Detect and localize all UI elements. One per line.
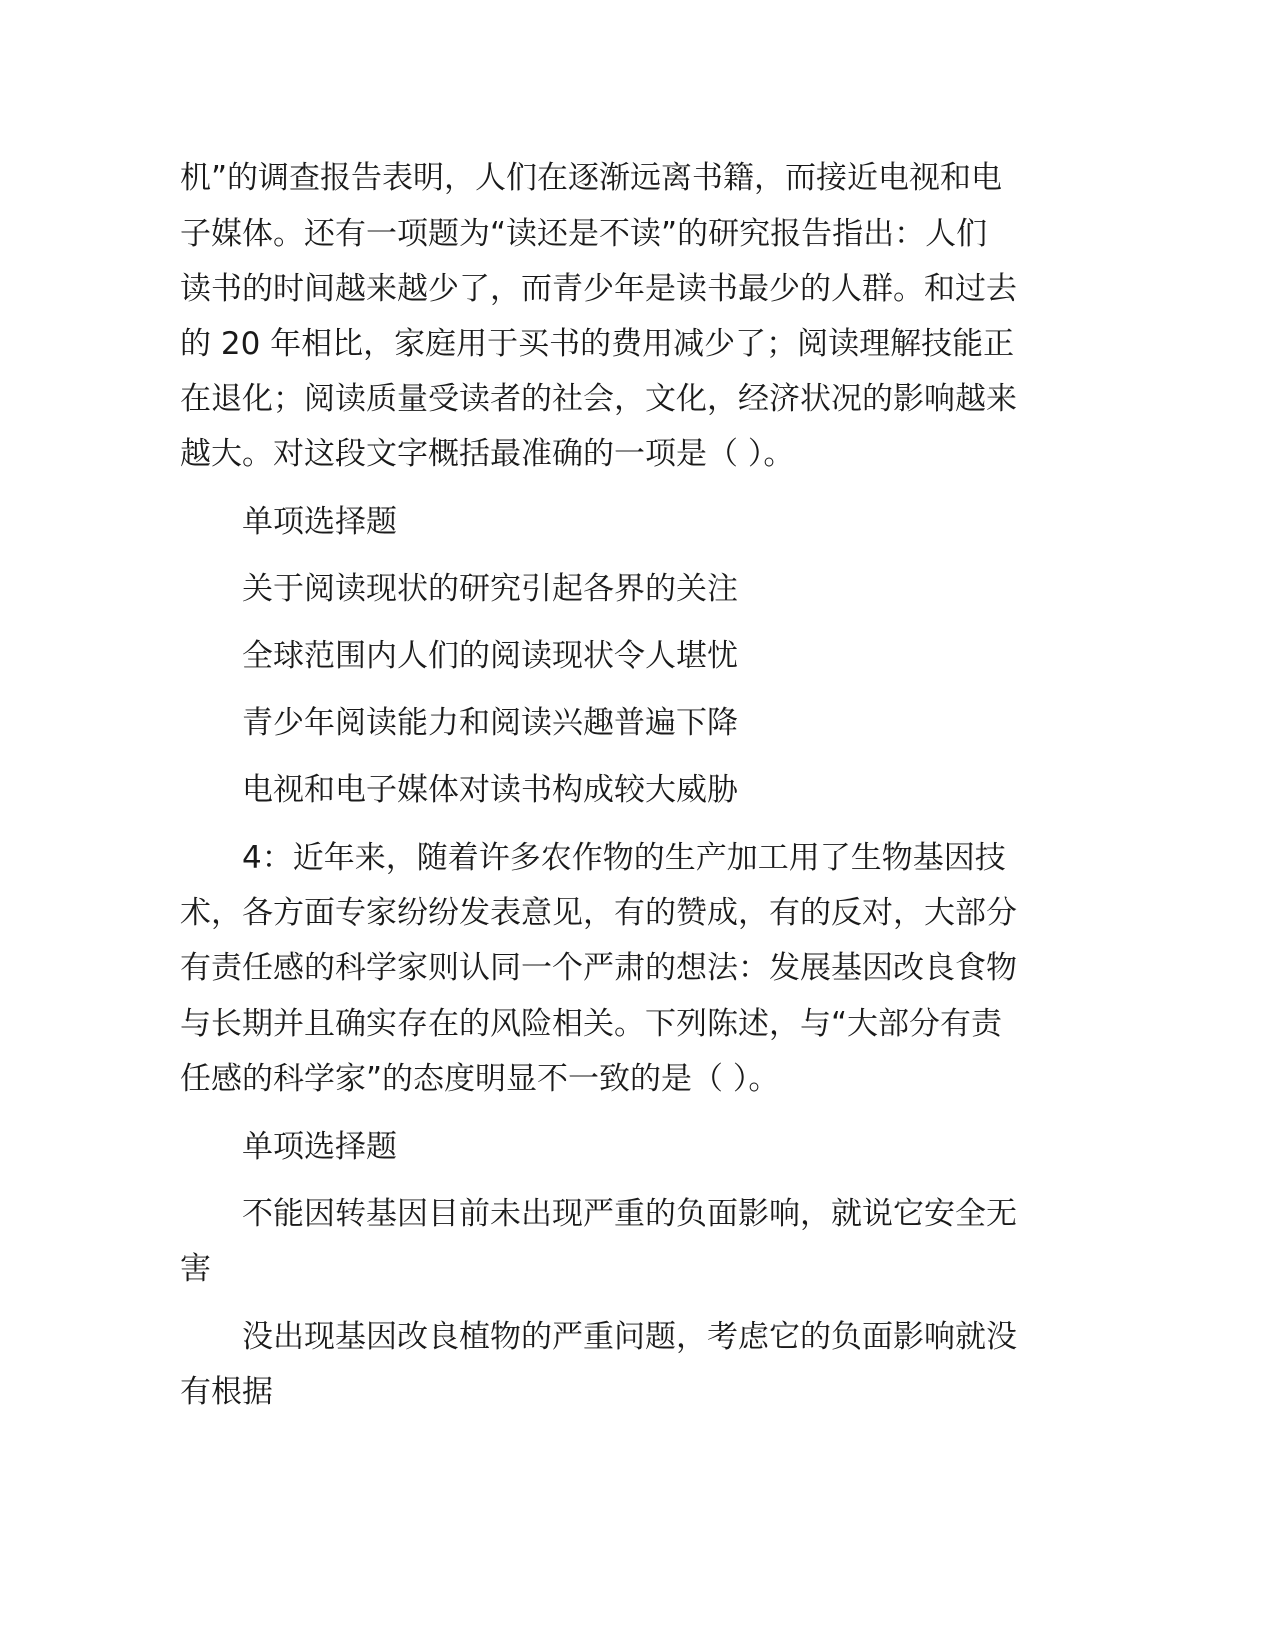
stem-line: 机”的调查报告表明，人们在逐渐远离书籍，而接近电视和电 [180,160,1003,196]
stem-line: 4：近年来，随着许多农作物的生产加工用了生物基因技 [242,840,1006,876]
option-a: 关于阅读现状的研究引起各界的关注 [242,571,738,607]
stem-line: 的 20 年相比，家庭用于买书的费用减少了；阅读理解技能正 [180,326,1015,362]
stem-line: 有责任感的科学家则认同一个严肃的想法：发展基因改良食物 [180,950,1017,986]
stem-line: 读书的时间越来越少了，而青少年是读书最少的人群。和过去 [180,271,1017,307]
stem-line: 子媒体。还有一项题为“读还是不读”的研究报告指出：人们 [180,216,988,252]
stem-line: 与长期并且确实存在的风险相关。下列陈述，与“大部分有责 [180,1006,1003,1042]
option-line: 害 [180,1251,211,1287]
stem-line: 任感的科学家”的态度明显不一致的是（ ）。 [180,1061,780,1097]
option-line: 没出现基因改良植物的严重问题，考虑它的负面影响就没 [242,1319,1017,1355]
stem-line: 在退化；阅读质量受读者的社会，文化，经济状况的影响越来 [180,381,1017,417]
question-3-type-label: 单项选择题 [242,504,397,540]
stem-line: 术，各方面专家纷纷发表意见，有的赞成，有的反对，大部分 [180,895,1017,931]
option-line: 不能因转基因目前未出现严重的负面影响，就说它安全无 [242,1196,1017,1232]
stem-line: 越大。对这段文字概括最准确的一项是（ ）。 [180,436,795,472]
option-line: 有根据 [180,1374,273,1410]
question-4-type-label: 单项选择题 [242,1129,397,1165]
option-d: 电视和电子媒体对读书构成较大威胁 [242,772,738,808]
option-b: 全球范围内人们的阅读现状令人堪忧 [242,638,738,674]
option-c: 青少年阅读能力和阅读兴趣普遍下降 [242,705,738,741]
